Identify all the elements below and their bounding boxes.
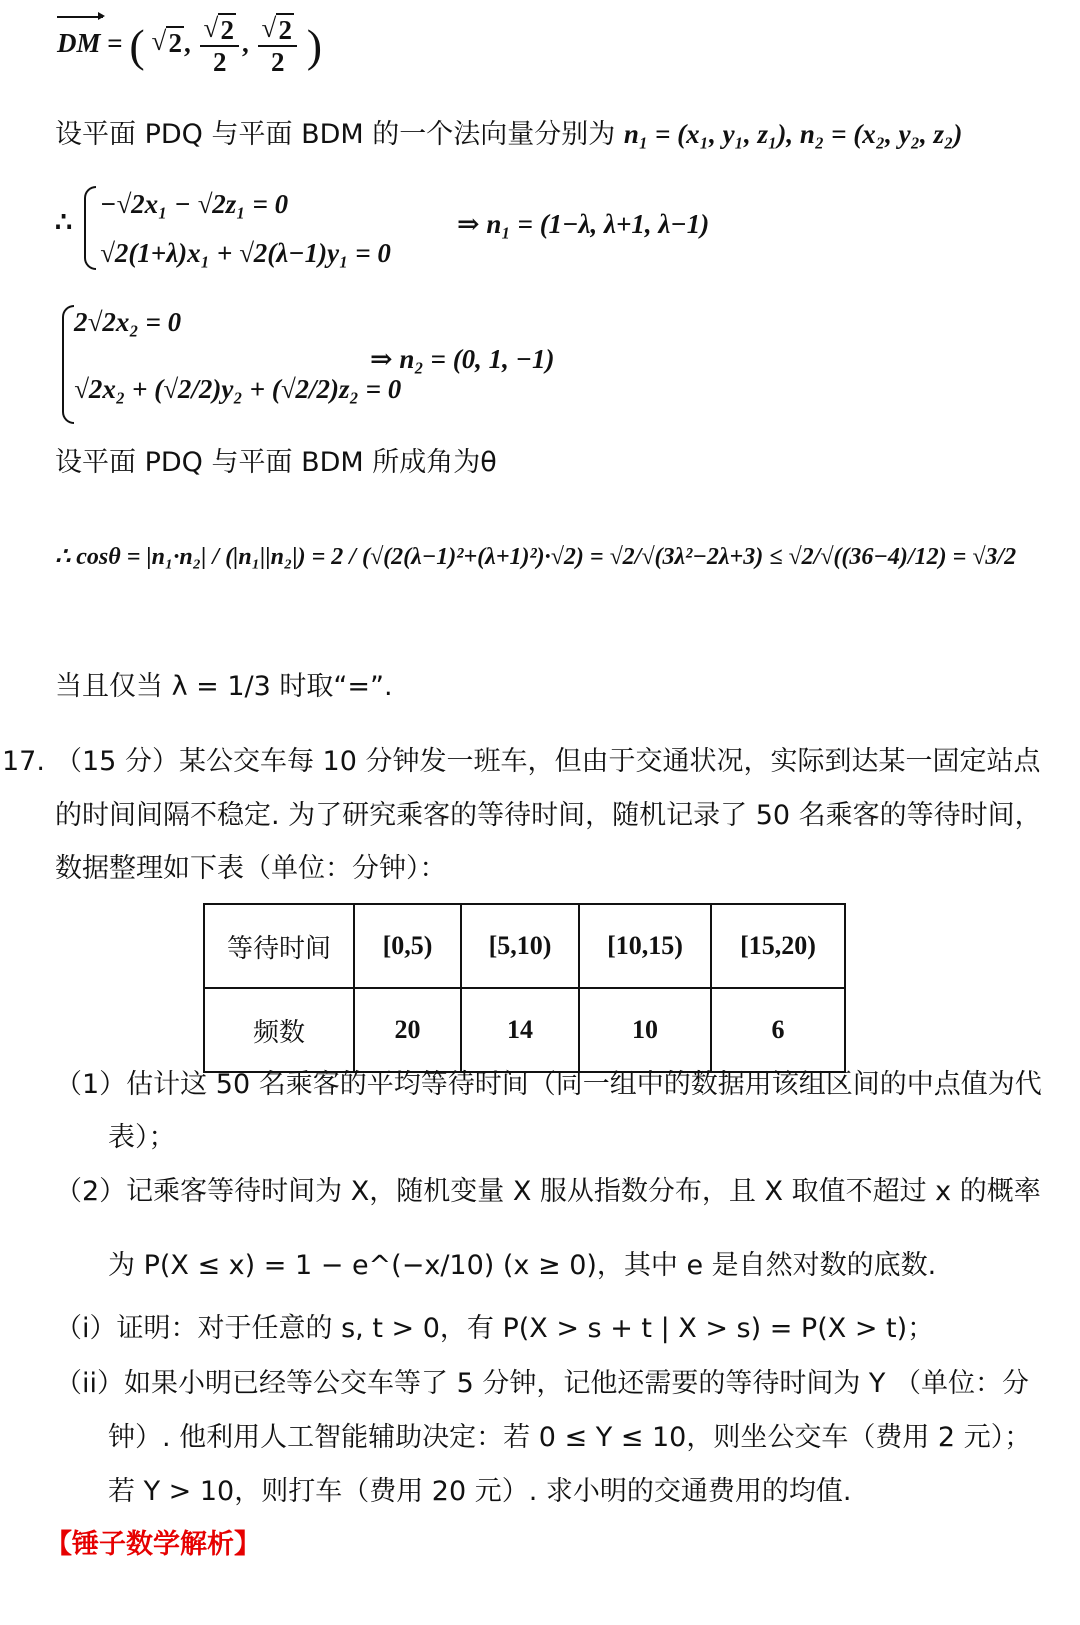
table-interval: [0,5)	[354, 904, 461, 988]
table-interval: [5,10)	[461, 904, 579, 988]
system1-eq1: −√2x₁ − √2z₁ = 0	[100, 189, 289, 219]
part-i: （i）证明：对于任意的 s, t > 0，有 P(X > s + t | X > s) = P(X > t)；	[55, 1313, 935, 1344]
part1-line-b: 表）；	[108, 1122, 176, 1153]
frequency-table	[203, 903, 846, 1073]
cos-chain: ∴ cosθ = |n₁·n₂| / (|n₁||n₂|) = 2 / (√(2(λ−1)²+(λ+1)²)·√2) = √2/√(3λ²−2λ+3) ≤ √2/√((36−4)/12) = √3/2	[55, 544, 1017, 570]
normals-definition: n₁ = (x₁, y₁, z₁), n₂ = (x₂, y₂, z₂)	[623, 119, 963, 149]
table-frequency: 6	[711, 988, 845, 1072]
system2-result: ⇒ n₂ = (0, 1, −1)	[370, 344, 555, 374]
table-frequency: 10	[579, 988, 711, 1072]
part-ii-line-c: 若 Y > 10，则打车（费用 20 元）. 求小明的交通费用的均值.	[108, 1476, 852, 1507]
table-header-label: 等待时间	[204, 904, 354, 988]
normals-intro: 设平面 PDQ 与平面 BDM 的一个法向量分别为 n₁ = (x₁, y₁, z₁), n₂ = (x₂, y₂, z₂)	[55, 119, 963, 150]
part1-line-a: （1）估计这 50 名乘客的平均等待时间（同一组中的数据用该组区间的中点值为代	[55, 1069, 1042, 1100]
table-row-label: 频数	[204, 988, 354, 1072]
part2-line-a: （2）记乘客等待时间为 X，随机变量 X 服从指数分布，且 X 取值不超过 x 的概率	[55, 1176, 1041, 1207]
table-row	[204, 988, 845, 1072]
angle-intro: 设平面 PDQ 与平面 BDM 所成角为θ	[55, 447, 497, 478]
table-frequency: 20	[354, 988, 461, 1072]
part-ii-line-a: （ii）如果小明已经等公交车等了 5 分钟，记他还需要的等待时间为 Y （单位：分	[55, 1368, 1030, 1399]
system1-eq2: √2(1+λ)x₁ + √2(λ−1)y₁ = 0	[100, 238, 391, 268]
system2-eq1: 2√2x₂ = 0	[74, 307, 182, 337]
therefore-sign: ∴	[55, 207, 73, 237]
system2-brace	[62, 305, 74, 424]
table-interval: [10,15)	[579, 904, 711, 988]
table-row	[204, 904, 845, 988]
equality-condition: 当且仅当 λ = 1/3 时取“=”.	[55, 671, 393, 702]
part-ii-line-b: 钟）. 他利用人工智能辅助决定：若 0 ≤ Y ≤ 10，则坐公交车（费用 2 元）；	[108, 1422, 1032, 1453]
problem-line2: 的时间间隔不稳定. 为了研究乘客的等待时间，随机记录了 50 名乘客的等待时间，	[55, 800, 1042, 831]
system1-brace	[84, 186, 96, 270]
table-frequency: 14	[461, 988, 579, 1072]
system1-result: ⇒ n₁ = (1−λ, λ+1, λ−1)	[457, 209, 710, 239]
dm-label: DM	[57, 18, 101, 68]
footer-label: 【锤子数学解析】	[45, 1529, 261, 1560]
problem-number: 17.	[2, 746, 45, 777]
part2-line-b: 为 P(X ≤ x) = 1 − e^(−x/10) (x ≥ 0)，其中 e 是自然对数的底数.	[108, 1250, 937, 1281]
problem-line3: 数据整理如下表（单位：分钟）：	[55, 853, 447, 884]
problem-line1: （15 分）某公交车每 10 分钟发一班车，但由于交通状况，实际到达某一固定站点	[55, 746, 1041, 777]
dm-vector-display: DM = ( √ 2, √ $\frac{2}{2}$ , √ $\frac{2}{2}$ )	[57, 15, 322, 77]
table-interval: [15,20)	[711, 904, 845, 988]
system2-eq2: √2x₂ + (√2/2)y₂ + (√2/2)z₂ = 0	[74, 374, 402, 404]
